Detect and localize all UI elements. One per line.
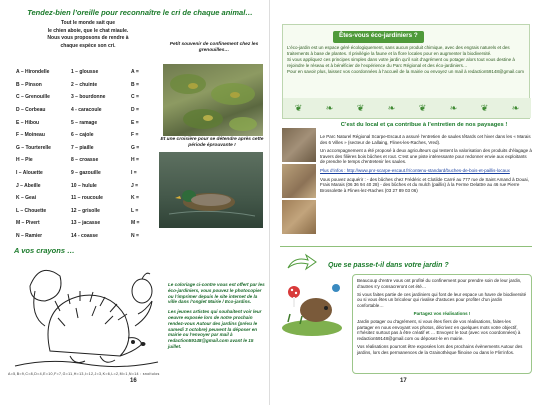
jardin-title: Que se passe-t-il dans votre jardin ?: [328, 262, 449, 269]
willow-photo: [282, 128, 316, 162]
quiz-answer[interactable]: L =: [131, 207, 139, 214]
quiz-answer[interactable]: G =: [131, 144, 140, 151]
souvenir-caption: Petit souvenir de confinement chez les grenouilles…: [169, 42, 259, 53]
quiz-row: [16, 205, 158, 218]
quiz-answer[interactable]: C =: [131, 94, 139, 101]
jardin-callout: Partagez vos réalisations !: [413, 310, 471, 316]
quiz-title: Tendez-bien l’oreille pour reconnaître le cri de chaque animal…: [27, 8, 253, 17]
local-text: [320, 134, 532, 196]
quiz-cry: 14 - coasse: [71, 233, 98, 240]
jardin-paragraph: Jardin potager ou d’agrément, si vous êtes fiers de vos réalisations, faites-les partager en nous envoyant vos photos, décrivez en quelques mots votre objectif, n’hésitez surtout pas à être créatif et … Envoyez le tout (avec vos coordonnées) à redaction59148@gmail.com ou déposez-le en mairie.: [357, 319, 521, 341]
quiz-row: [16, 104, 158, 117]
crayons-title: A vos crayons …: [14, 246, 75, 255]
quiz-animal: G – Tourterelle: [16, 144, 51, 151]
quiz-row: [16, 179, 158, 192]
leaf-icon: ❦: [356, 102, 365, 113]
quiz-row: [16, 116, 158, 129]
eco-title: Êtes-vous éco-jardiniers ?: [333, 31, 424, 43]
eco-paragraph: Pour en savoir plus, laissez vos coordonnées à l’accueil de la mairie ou envoyez un mail à redaction59148@gmail.com: [287, 69, 524, 75]
local-title: C’est du local et ça contribue à l’entretien de nos paysages !: [340, 122, 508, 128]
quiz-cry: 11 – roucoule: [71, 195, 103, 202]
quiz-intro-line: Nous vous proposons de rendre à: [47, 35, 129, 41]
quiz-intro-line: Tout le monde sait que: [60, 20, 116, 26]
quiz-animal: J – Abeille: [16, 182, 41, 189]
hedgehog-coloring: [10, 256, 160, 376]
coloring-note: [168, 282, 266, 354]
local-photos: [282, 128, 316, 234]
jardin-paragraph: Si vous faites partie de ces jardiniers qui font de leur espace un havre de biodiversité ou si vous êtes un bricoleur qui rivalise d’astuces pour profiter d’un jardin confortable…: [357, 291, 527, 308]
quiz-intro-line: le chien aboie, que le chat miaule.: [47, 27, 129, 34]
jardin-paragraph: Beaucoup d’entre vous ont profité du confinement pour prendre soin de leur jardin, d’autres s’y consacreront cet été…: [357, 278, 522, 289]
quiz-answer[interactable]: K =: [131, 195, 139, 202]
eco-jardiniers-box: [282, 24, 530, 119]
local-info-link[interactable]: Plus d’infos : http://www.pnr-scarpe-escaut.fr/contenu-standard/buches-de-bois-et-paillis-locaux: [320, 167, 510, 173]
local-paragraph: Le Parc Naturel Régional Scarpe-Escaut a assuré l’entretien de saules têtards cet hiver dans les « Marais des 6 Villes » (secteur de Lallaing, Flines-les-Raches, Vred).: [320, 134, 531, 145]
quiz-animal: B – Pinson: [16, 81, 42, 88]
local-paragraph: Un accompagnement a été proposé à deux agriculteurs qui testent la valorisation des produits d’élagage à travers des filières bois bûches et rout. C’est une piste intéressante pour redonner envie aux exploitants de prendre le temps d’entretenir les saules.: [320, 148, 532, 165]
jardin-box: [352, 274, 532, 374]
quiz-cry: 12 – grisolle: [71, 207, 100, 214]
quiz-intro: [18, 20, 158, 50]
arrow-icon: [284, 252, 318, 274]
quiz-animal: N – Ramier: [16, 233, 43, 240]
quiz-row: [16, 66, 158, 79]
quiz-cry: 9 – gazouille: [71, 170, 101, 177]
local-paragraph: Vous pouvez acquérir : - des bûches chez Frédéric et Clotilde Carré au 777 rue de Saint Amand à Douai, Frais Marais (06 36 94 40 28) - des bûches et du mulch (paillis) à la Ferme Delattre au 46 rue Pierre Brossolette à Flines-lez-Raches (03 27 89 03 06): [320, 176, 529, 193]
quiz-answer[interactable]: B =: [131, 81, 139, 88]
quiz-answer[interactable]: M =: [131, 220, 140, 227]
quiz-answer[interactable]: A =: [131, 69, 139, 76]
quiz-animal: E – Hibou: [16, 119, 40, 126]
leaf-icon: ❦: [294, 102, 303, 113]
quiz-animal: F – Moineau: [16, 132, 45, 139]
quiz-answer[interactable]: E =: [131, 119, 139, 126]
quiz-answer[interactable]: H =: [131, 157, 139, 164]
leaf-icon: ❧: [325, 102, 334, 113]
quiz-cry: 10 – hulule: [71, 182, 97, 189]
quiz-row: [16, 217, 158, 230]
quiz-solutions: A=5,B=9,C=8,D=4,E=10,F=7,G=11,H=13,I=12,J=3,K=6,L=2,M=1,N=14 : snoitulos: [8, 372, 160, 376]
quiz-animal: D – Corbeau: [16, 107, 46, 114]
quiz-answer[interactable]: N =: [131, 233, 139, 240]
quiz-cry: 6 – cajole: [71, 132, 94, 139]
quiz-row: [16, 167, 158, 180]
leaf-icon: ❧: [511, 102, 520, 113]
quiz-answer[interactable]: D =: [131, 107, 139, 114]
quiz-table: [16, 66, 158, 242]
quiz-intro-line: chaque espèce son cri.: [60, 42, 116, 49]
garden-illustration: [280, 278, 344, 338]
mulch-photo: [282, 200, 316, 234]
quiz-answer[interactable]: J =: [131, 182, 139, 189]
quiz-cry: 5 – ramage: [71, 119, 98, 126]
page-number: 16: [130, 378, 137, 384]
leaf-icon: ❧: [449, 102, 458, 113]
quiz-row: [16, 79, 158, 92]
quiz-animal: K – Geai: [16, 195, 37, 202]
section-divider: [280, 246, 532, 247]
quiz-cry: 13 – jacasse: [71, 220, 101, 227]
quiz-cry: 1 – glousse: [71, 69, 99, 76]
quiz-cry: 7 – piaille: [71, 144, 94, 151]
quiz-animal: A – Hirondelle: [16, 69, 50, 76]
quiz-animal: C – Grenouille: [16, 94, 50, 101]
quiz-cry: 2 – chuinte: [71, 81, 98, 88]
quiz-cry: 3 – bourdonne: [71, 94, 106, 101]
ducks-photo: [159, 152, 263, 228]
jardin-paragraph: Vos réalisations pourront être exposées lors des prochains évènements Autour des jardins, lors des permanences de la Grainothèque flinoise ou dans le Flin’infos.: [357, 343, 523, 355]
note-paragraph: Le coloriage ci-contre vous est offert par les éco-jardiniers, vous pouvez le photocopier ou l’imprimer depuis le site internet de la ville dans l’onglet Mairie / Eco-jardins.: [168, 282, 265, 305]
quiz-animal: H – Pie: [16, 157, 33, 164]
quiz-animal: M – Pivert: [16, 220, 40, 227]
quiz-animal: L – Chouette: [16, 207, 47, 214]
frogs-photo: [163, 64, 263, 136]
eco-paragraph: Si vous appliquez ces principes simples dans votre jardin qu’il soit d’agrément ou potager alors tout vous destine à rejoindre le réseau et à bénéficier de l’expérience du Parc Régional et des éco-jardiniers…: [287, 57, 515, 68]
quiz-row: [16, 154, 158, 167]
croisiere-caption: Et une croisière pour se détendre après cette période éprouvante !: [160, 137, 264, 148]
quiz-animal: I – Alouette: [16, 170, 43, 177]
leaf-border: [283, 98, 531, 118]
leaf-icon: ❦: [418, 102, 427, 113]
eco-paragraph: L’éco-jardin est un espace géré écologiquement, sans aucun produit chimique, avec des engrais naturels et des traitements à base de plantes. Il privilégie la faune et la flore locales pour en augmenter la biodiversité.: [287, 45, 510, 56]
quiz-cry: 4 - caracoule: [71, 107, 102, 114]
page-number: 17: [400, 378, 407, 384]
quiz-row: [16, 91, 158, 104]
note-paragraph: Les jeunes artistes qui souhaitent voir leur oeuvre exposée lors de notre prochain rendez-vous Autour des jardins (prévu le samedi 3 octobre) peuvent la déposer en mairie ou l’envoyer par mail à redaction59148@gmail.com avant le 15 juillet.: [168, 309, 262, 349]
quiz-row: [16, 192, 158, 205]
quiz-answer[interactable]: I =: [131, 170, 137, 177]
logs-photo: [282, 164, 316, 198]
leaf-icon: ❦: [480, 102, 489, 113]
quiz-row: [16, 230, 158, 243]
leaf-icon: ❧: [387, 102, 396, 113]
quiz-row: [16, 129, 158, 142]
quiz-answer[interactable]: F =: [131, 132, 139, 139]
quiz-row: [16, 142, 158, 155]
quiz-cry: 8 – croasse: [71, 157, 99, 164]
eco-text: [287, 45, 527, 76]
